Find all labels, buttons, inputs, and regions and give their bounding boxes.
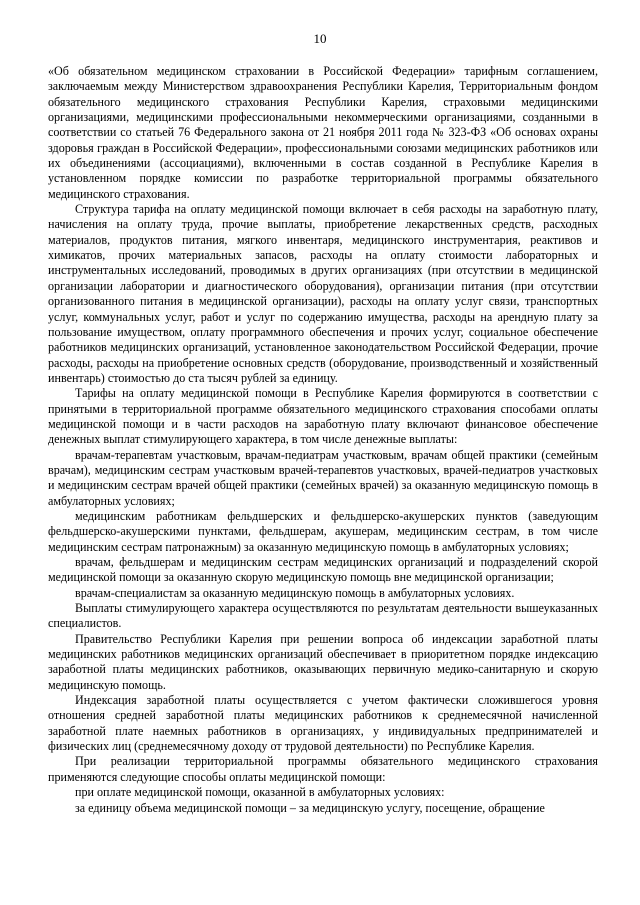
list-item: за единицу объема медицинской помощи – за медицинскую услугу, посещение, обращение	[75, 800, 545, 815]
paragraph: Выплаты стимулирующего характера осуществляются по результатам деятельности вышеуказанных специалистов.	[48, 601, 598, 631]
paragraph: Тарифы на оплату медицинской помощи в Республике Карелия формируются в соответствии с принятыми в территориальной программе обязательного медицинского страхования способами оплаты медицинской помощи и в части расходов на заработную плату включают финансовое обеспечение денежных выплат стимулирующего характера, в том числе денежные выплаты:	[48, 386, 598, 447]
paragraph: При реализации территориальной программы обязательного медицинского страхования применяются следующие способы оплаты медицинской помощи:	[48, 754, 598, 784]
document-body	[48, 64, 598, 816]
list-item: медицинским работникам фельдшерских и фельдшерско-акушерских пунктов (заведующим фельдшерско-акушерскими пунктами, фельдшерам, акушерам, медицинским сестрам, в том числе медицинским сестрам патронажным) за оказанную медицинскую помощь в амбулаторных условиях;	[48, 508, 598, 554]
list-item: врачам-терапевтам участковым, врачам-педиатрам участковым, врачам общей практики (семейным врачам), медицинским сестрам участковым врачей-терапевтов участковых, врачей-педиатров участковых и медицинским сестрам врачей общей практики (семейных врачей) за оказанную медицинскую помощь в амбулаторных условиях;	[48, 447, 598, 508]
page-number: 10	[313, 31, 327, 46]
paragraph: «Об обязательном медицинском страховании в Российской Федерации» тарифным соглашением, заключаемым между Министерством здравоохранения Республики Карелия, Территориальным фондом обязательного медицинского страхования Республики Карелия, страховыми медицинскими организациями, медицинскими профессиональными некоммерческими организациями, созданными в соответствии со статьей 76 Федерального закона от 21 ноября 2011 года № 323-ФЗ «Об основах охраны здоровья граждан в Российской Федерации», профессиональными союзами медицинских работников или их объединениями (ассоциациями), включенными в состав созданной в Республике Карелия в установленном порядке комиссии по разработке территориальной программы обязательного медицинского страхования.	[48, 64, 598, 201]
list-item: врачам-специалистам за оказанную медицинскую помощь в амбулаторных условиях.	[75, 585, 515, 600]
list-item: при оплате медицинской помощи, оказанной в амбулаторных условиях:	[75, 785, 445, 800]
list-item: врачам, фельдшерам и медицинским сестрам медицинских организаций и подразделений скорой медицинской помощи за оказанную скорую медицинскую помощь вне медицинской организации;	[48, 555, 598, 585]
paragraph: Правительство Республики Карелия при решении вопроса об индексации заработной платы медицинских работников медицинских организаций обеспечивает в приоритетном порядке индексацию заработной платы медицинских работников, оказывающих первичную медико-санитарную и скорую медицинскую помощь.	[48, 631, 598, 692]
paragraph: Индексация заработной платы осуществляется с учетом фактически сложившегося уровня отношения средней заработной платы медицинских работников к среднемесячной начисленной заработной плате наемных работников в организациях, у индивидуальных предпринимателей и физических лиц (среднемесячному доходу от трудовой деятельности) по Республике Карелия.	[48, 693, 598, 754]
paragraph: Структура тарифа на оплату медицинской помощи включает в себя расходы на заработную плату, начисления на оплату труда, прочие выплаты, приобретение лекарственных средств, расходных материалов, продуктов питания, мягкого инвентаря, медицинского инструментария, реактивов и химикатов, прочих материальных запасов, расходы на оплату стоимости лабораторных и инструментальных исследований, проводимых в других организациях (при отсутствии в медицинской организации лаборатории и диагностического оборудования), организации питания (при отсутствии организованного питания в медицинской организации), расходы на оплату услуг связи, транспортных услуг, коммунальных услуг, работ и услуг по содержанию имущества, расходы на арендную плату за пользование имуществом, оплату программного обеспечения и прочих услуг, социальное обеспечение работников медицинских организаций, установленное законодательством Российской Федерации, прочие расходы, расходы на приобретение основных средств (оборудование, производственный и хозяйственный инвентарь) стоимостью до ста тысяч рублей за единицу.	[48, 202, 598, 385]
